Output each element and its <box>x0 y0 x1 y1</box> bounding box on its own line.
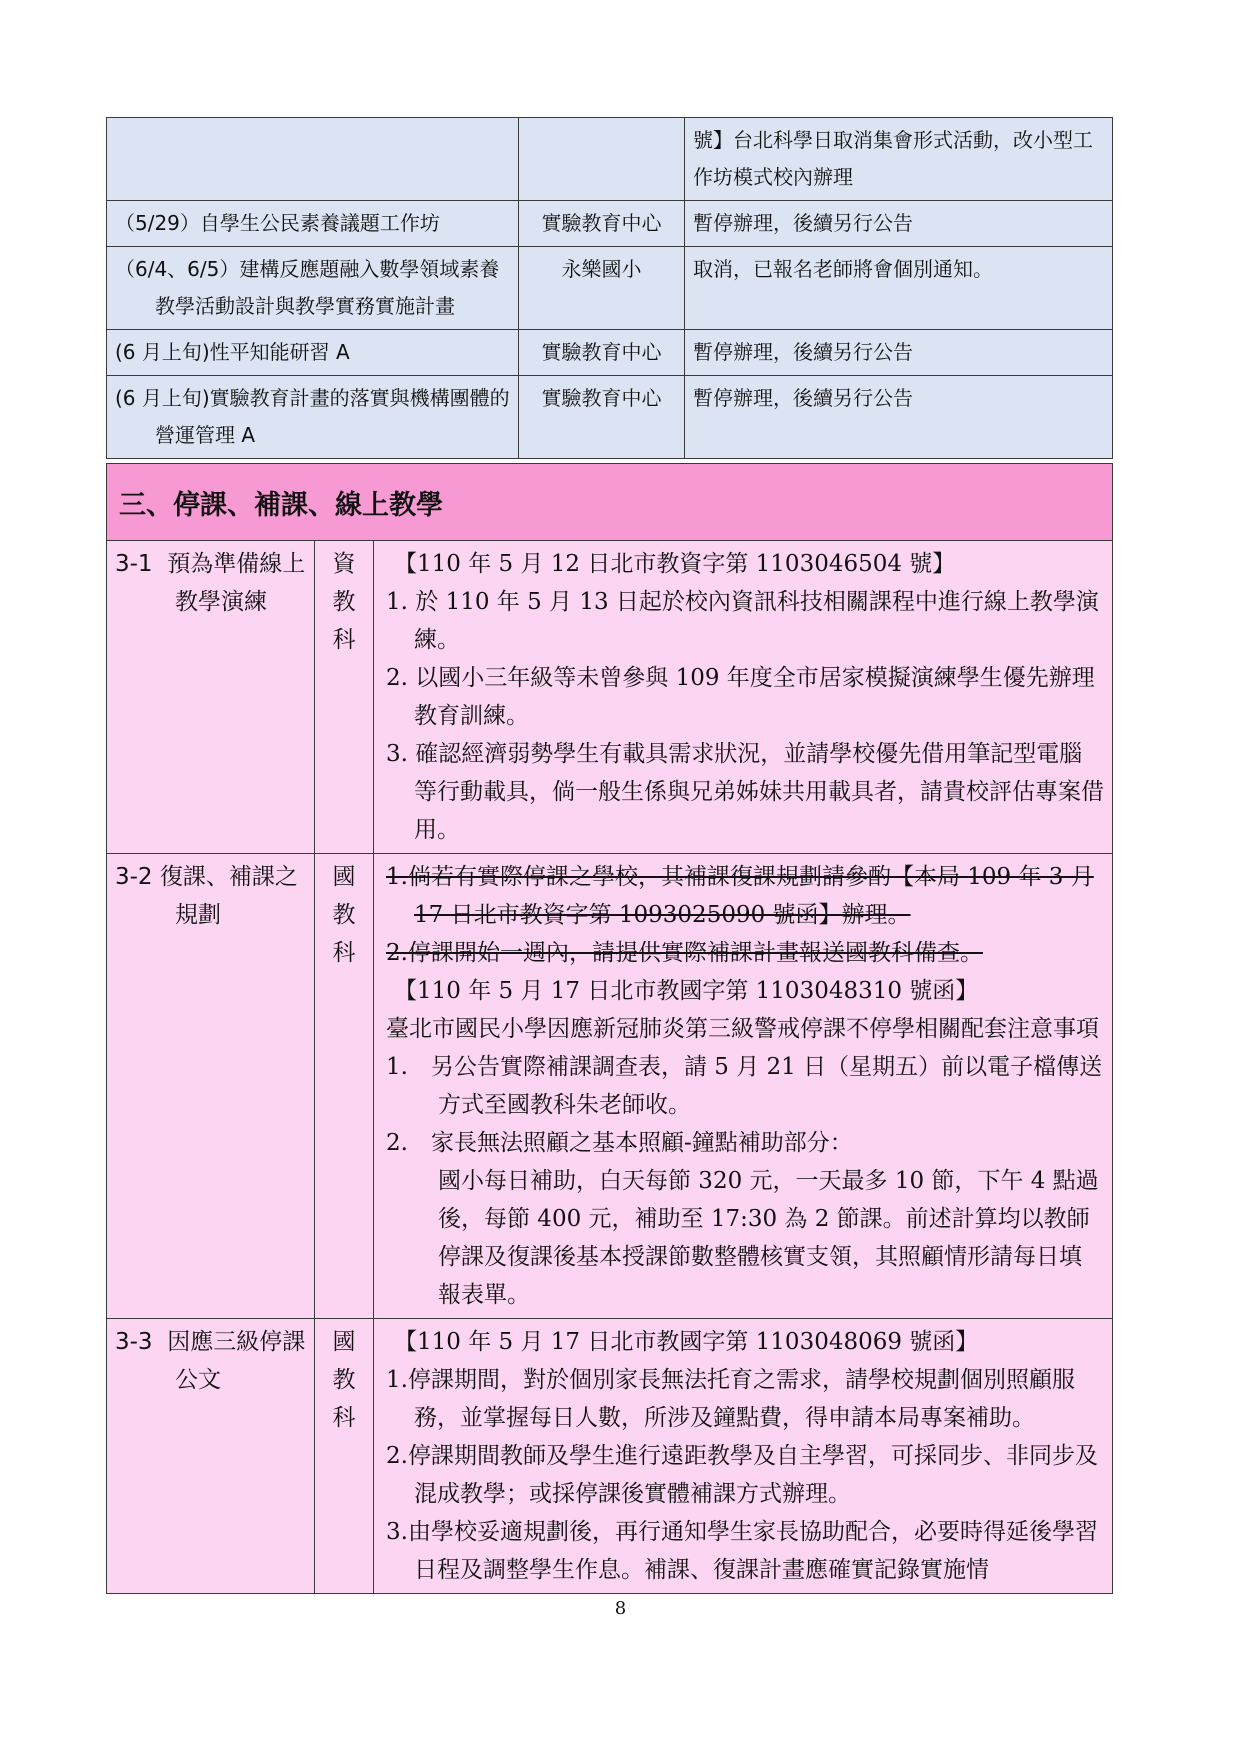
reference-line: 【110 年 5 月 17 日北市教國字第 1103048069 號函】 <box>394 1329 979 1355</box>
dept-char: 科 <box>332 1405 356 1431</box>
point: 2.停課期間教師及學生進行遠距教學及自主學習，可採同步、非同步及混成教學；或採停課後實體補課方式辦理。 <box>386 1443 1098 1507</box>
dept-char: 資 <box>332 551 356 577</box>
item-label <box>107 1319 315 1594</box>
table-row <box>107 1319 1113 1594</box>
struck-point: 2.停課開始一週內，請提供實際補課計畫報送國教科備查。 <box>386 940 983 966</box>
table-row <box>107 330 1113 376</box>
section-table <box>106 463 1113 1594</box>
activity-org: 實驗教育中心 <box>519 330 685 376</box>
activity-name: (6 月上旬)實驗教育計畫的落實與機構團體的營運管理 A <box>107 376 519 459</box>
activity-note: 號】台北科學日取消集會形式活動，改小型工作坊模式校內辦理 <box>685 118 1113 201</box>
table-row <box>107 247 1113 330</box>
page-number: 8 <box>614 1598 627 1619</box>
item-id: 3-2 <box>115 864 153 890</box>
table-row <box>107 201 1113 247</box>
item-title: 預為準備線上教學演練 <box>167 551 306 615</box>
section-header-row <box>107 464 1113 541</box>
activity-org <box>519 118 685 201</box>
intro-text: 臺北市國民小學因應新冠肺炎第三級警戒停課不停學相關配套注意事項 <box>386 1016 1099 1042</box>
item-label <box>107 854 315 1319</box>
table-row <box>107 541 1113 854</box>
activity-note: 暫停辦理，後續另行公告 <box>685 376 1113 459</box>
item-body <box>374 854 1113 1319</box>
table-row <box>107 376 1113 459</box>
dept-char: 科 <box>332 627 356 653</box>
reference-line: 【110 年 5 月 12 日北市教資字第 1103046504 號】 <box>394 551 956 577</box>
activity-note: 暫停辦理，後續另行公告 <box>685 201 1113 247</box>
activity-name: （5/29）自學生公民素養議題工作坊 <box>107 201 519 247</box>
item-title: 因應三級停課公文 <box>167 1329 306 1393</box>
sub-text: 國小每日補助，白天每節 320 元，一天最多 10 節，下午 4 點過後，每節 400 元，補助至 17:30 為 2 節課。前述計算均以教師停課及復課後基本授課節數整體核實支領，其照顧情形請每日填報表單。 <box>438 1168 1099 1308</box>
activity-org: 永樂國小 <box>519 247 685 330</box>
table-row <box>107 118 1113 201</box>
point: 1. 另公告實際補課調查表，請 5 月 21 日（星期五）前以電子檔傳送方式至國教科朱老師收。 <box>386 1054 1103 1118</box>
dept-char: 科 <box>332 940 356 966</box>
activities-table <box>106 117 1113 459</box>
item-id: 3-1 <box>115 551 153 577</box>
dept-char: 教 <box>332 1367 356 1393</box>
item-label <box>107 541 315 854</box>
activity-name: （6/4、6/5）建構反應題融入數學領域素養教學活動設計與教學實務實施計畫 <box>107 247 519 330</box>
point: 2. 以國小三年級等未曾參與 109 年度全市居家模擬演練學生優先辦理教育訓練。 <box>386 665 1095 729</box>
item-body <box>374 1319 1113 1594</box>
activity-org: 實驗教育中心 <box>519 201 685 247</box>
point: 2. 家長無法照顧之基本照顧-鐘點補助部分： <box>386 1130 853 1156</box>
table-row <box>107 854 1113 1319</box>
dept-char: 國 <box>332 1329 356 1355</box>
activity-note: 取消，已報名老師將會個別通知。 <box>685 247 1113 330</box>
reference-line: 【110 年 5 月 17 日北市教國字第 1103048310 號函】 <box>394 978 979 1004</box>
dept-char: 教 <box>332 902 356 928</box>
item-body <box>374 541 1113 854</box>
dept-char: 教 <box>332 589 356 615</box>
dept-char: 國 <box>332 864 356 890</box>
item-dept <box>315 1319 374 1594</box>
activity-note: 暫停辦理，後續另行公告 <box>685 330 1113 376</box>
item-dept <box>315 854 374 1319</box>
point: 1. 於 110 年 5 月 13 日起於校內資訊科技相關課程中進行線上教學演練。 <box>386 589 1099 653</box>
point: 3. 確認經濟弱勢學生有載具需求狀況，並請學校優先借用筆記型電腦等行動載具，倘一般生係與兄弟姊妹共用載具者，請貴校評估專案借用。 <box>386 741 1104 843</box>
activity-name <box>107 118 519 201</box>
item-id: 3-3 <box>115 1329 153 1355</box>
point: 3.由學校妥適規劃後，再行通知學生家長協助配合，必要時得延後學習日程及調整學生作息。補課、復課計畫應確實記錄實施情 <box>386 1519 1098 1583</box>
activity-name: (6 月上旬)性平知能研習 A <box>107 330 519 376</box>
point: 1.停課期間，對於個別家長無法托育之需求，請學校規劃個別照顧服務，並掌握每日人數，所涉及鐘點費，得申請本局專案補助。 <box>386 1367 1075 1431</box>
struck-point: 1.倘若有實際停課之學校，其補課復課規劃請參酌【本局 109 年 3 月 17 日北市教資字第 1093025090 號函】辦理。 <box>386 864 1094 928</box>
item-dept <box>315 541 374 854</box>
activity-org: 實驗教育中心 <box>519 376 685 459</box>
section-title: 三、停課、補課、線上教學 <box>107 464 1113 541</box>
item-title: 復課、補課之規劃 <box>159 864 298 928</box>
